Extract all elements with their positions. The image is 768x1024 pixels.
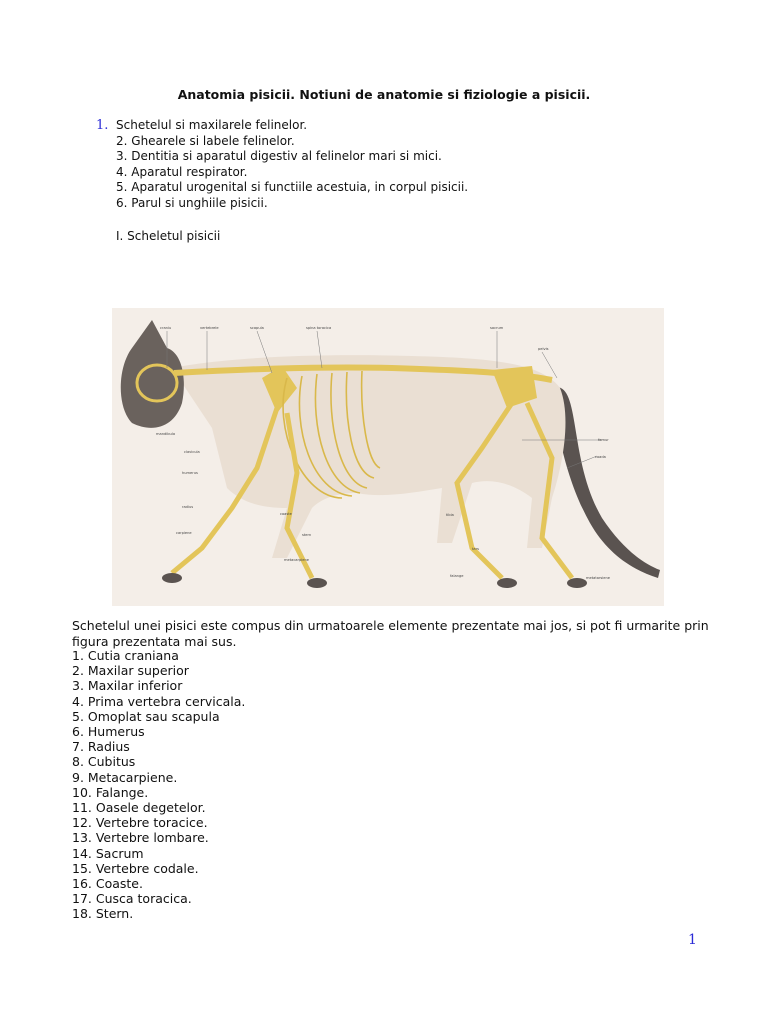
bone-list bbox=[72, 648, 245, 922]
figure-label: spina toracica bbox=[306, 326, 332, 330]
toc-item bbox=[96, 118, 468, 134]
list-item: 1. Cutia craniana bbox=[72, 648, 179, 663]
list-item: 12. Vertebre toracice. bbox=[72, 815, 208, 831]
list-item: 7. Radius bbox=[72, 739, 130, 755]
figure-label: mandibula bbox=[156, 432, 176, 436]
figure-label: vertebrele bbox=[200, 326, 219, 330]
figure-label: radius bbox=[182, 505, 194, 509]
figure-label: carpiene bbox=[176, 531, 192, 535]
document-title: Anatomia pisicii. Notiuni de anatomie si fiziologie a pisicii. bbox=[177, 87, 591, 102]
figure-label: clavicula bbox=[184, 450, 200, 454]
figure-label: stern bbox=[302, 533, 312, 537]
figure-label: coada bbox=[595, 455, 606, 459]
list-item: 9. Metacarpiene. bbox=[72, 769, 178, 785]
list-item: 8. Cubitus bbox=[72, 754, 136, 770]
page-number: 1 bbox=[688, 932, 697, 948]
list-item: 6. Humerus bbox=[72, 724, 145, 740]
list-item: 13. Vertebre lombare. bbox=[72, 830, 209, 846]
list-item: 15. Vertebre codale. bbox=[72, 860, 199, 876]
cat-skeleton-figure bbox=[112, 308, 664, 606]
figure-label: pelvis bbox=[538, 347, 549, 351]
list-item: 18. Stern. bbox=[72, 906, 134, 922]
figure-label: coaste bbox=[280, 512, 292, 516]
toc-item-label: Schetelul si maxilarele felinelor. bbox=[116, 118, 308, 132]
figure-label: humerus bbox=[182, 471, 198, 475]
figure-label: craniu bbox=[160, 326, 172, 330]
list-item: 11. Oasele degetelor. bbox=[72, 800, 206, 816]
list-item: 4. Prima vertebra cervicala. bbox=[72, 693, 246, 709]
list-item: 16. Coaste. bbox=[72, 876, 143, 892]
section-heading: I. Scheletul pisicii bbox=[116, 229, 221, 243]
toc-item: 2. Ghearele si labele felinelor. bbox=[116, 133, 295, 148]
list-item: 2. Maxilar superior bbox=[72, 663, 189, 679]
toc-item: 3. Dentitia si aparatul digestiv al felinelor mari si mici. bbox=[116, 149, 442, 164]
list-item: 14. Sacrum bbox=[72, 845, 144, 861]
list-item: 17. Cusca toracica. bbox=[72, 891, 192, 907]
table-of-contents bbox=[96, 118, 468, 212]
figure-label: tibia bbox=[446, 513, 454, 517]
figure-label: metacarpiene bbox=[284, 558, 309, 562]
list-item: 10. Falange. bbox=[72, 784, 149, 800]
figure-label: sacrum bbox=[490, 326, 504, 330]
list-item: 3. Maxilar inferior bbox=[72, 678, 183, 694]
toc-item: 4. Aparatul respirator. bbox=[116, 164, 248, 179]
list-item: 5. Omoplat sau scapula bbox=[72, 708, 220, 724]
toc-number: 1. bbox=[96, 118, 109, 133]
figure-label: falange bbox=[450, 574, 464, 578]
toc-item: 5. Aparatul urogenital si functiile acestuia, in corpul pisicii. bbox=[116, 180, 469, 195]
figure-label: scapula bbox=[250, 326, 264, 330]
intro-paragraph: Schetelul unei pisici este compus din urmatoarele elemente prezentate mai jos, si pot fi urmarite prin figura prezentata mai sus. bbox=[72, 618, 709, 649]
figure-label: tars bbox=[472, 547, 479, 551]
toc-item: 6. Parul si unghiile pisicii. bbox=[116, 195, 268, 210]
figure-label: femur bbox=[598, 438, 609, 442]
figure-label: metatarsiene bbox=[586, 576, 610, 580]
